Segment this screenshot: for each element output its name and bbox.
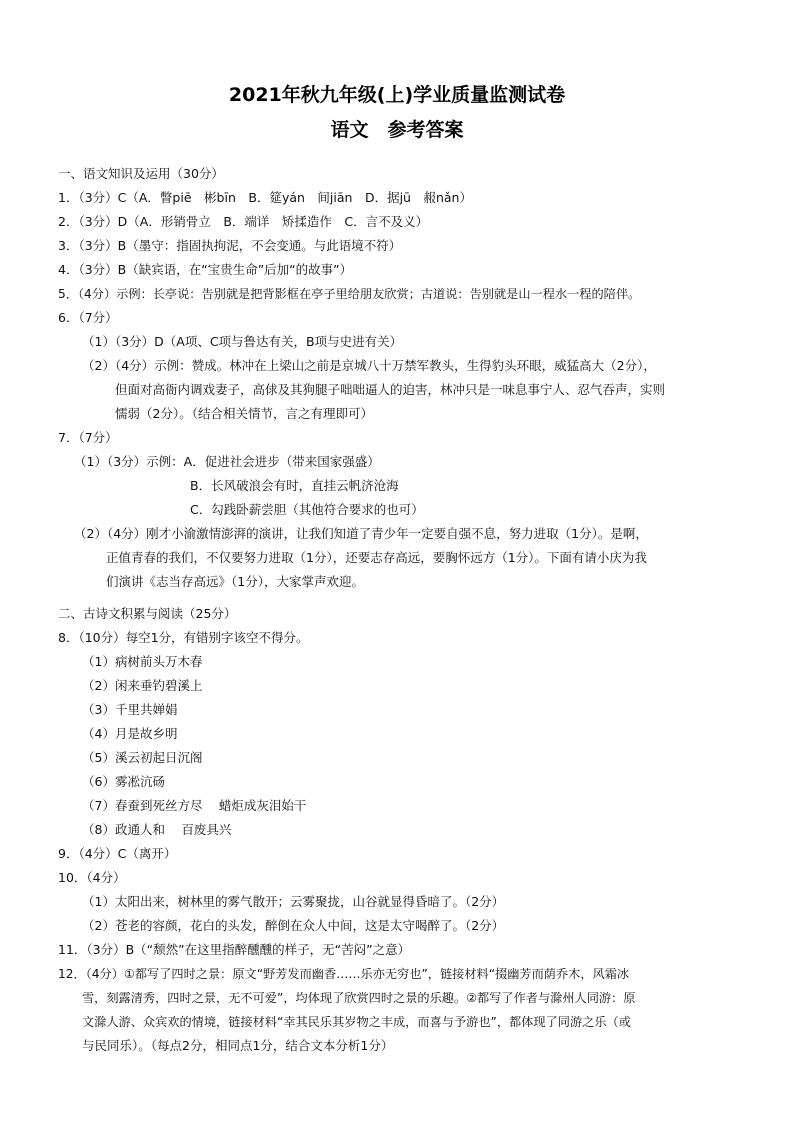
answer-q8-item: （8）政通人和 百废具兴: [82, 822, 232, 837]
answer-q8-item: （5）溪云初起日沉阁: [82, 750, 203, 765]
answer-q12-line2: 雪，刻露清秀，四时之景，无不可爱”，均体现了欣赏四时之景的乐趣。②都写了作者与滁州人同游：原: [82, 991, 636, 1005]
answer-q1: 1．（3分）C（A．瞥piē 彬bīn B．筵yán 间jiān D．据jū 赧nǎn）: [58, 190, 472, 205]
section-heading-2: 二、古诗文积累与阅读（25分）: [58, 606, 237, 621]
answer-q7-1-line2: B．长风破浪会有时，直挂云帆济沧海: [190, 478, 399, 493]
answer-q7-1-line3: C．勾践卧薪尝胆（其他符合要求的也可）: [190, 502, 424, 517]
section-heading-1: 一、语文知识及运用（30分）: [58, 166, 224, 181]
answer-q10: 10．（4分）: [58, 870, 126, 885]
answer-q4: 4．（3分）B（缺宾语，在“宝贵生命”后加“的故事”）: [58, 262, 353, 277]
answer-q10-2: （2）苍老的容颜，花白的头发，醉倒在众人中间，这是太守喝醉了。（2分）: [82, 918, 505, 933]
answer-q12-line3: 文滁人游、众宾欢的情境，链接材料“幸其民乐其岁物之丰成，而喜与予游也”，都体现了同游之乐（或: [82, 1015, 631, 1029]
answer-q7-2-line3: 们演讲《志当存高远》（1分），大家掌声欢迎。: [106, 574, 364, 589]
answer-q8-item: （2）闲来垂钓碧溪上: [82, 678, 203, 693]
answer-q7: 7．（7分）: [58, 430, 118, 445]
answer-q8: 8．（10分）每空1分，有错别字该空不得分。: [58, 630, 309, 645]
answer-q6-2-line3: 懦弱（2分）。（结合相关情节，言之有理即可）: [115, 406, 373, 421]
answer-q2: 2．（3分）D（A．形销骨立 B．端详 矫揉造作 C．言不及义）: [58, 214, 429, 229]
answer-q12-line4: 与民同乐）。（每点2分，相同点1分，结合文本分析1分）: [82, 1038, 394, 1053]
answer-q9: 9．（4分）C（离开）: [58, 846, 177, 861]
answer-q8-item: （6）雾凇沆砀: [82, 774, 165, 789]
answer-q6-2-line2: 但面对高衙内调戏妻子，高俅及其狗腿子咄咄逼人的迫害，林冲只是一味息事宁人、忍气吞声，实则: [115, 382, 666, 397]
answer-q7-2-line2: 正值青春的我们，不仅要努力进取（1分），还要志存高远，要胸怀远方（1分）。下面有请小庆为我: [106, 550, 647, 565]
answer-q12-line1: 12．（4分）①都写了四时之景：原文“野芳发而幽香……乐亦无穷也”，链接材料“掇幽芳而荫乔木，风霜冰: [58, 967, 630, 981]
answer-q8-item: （3）千里共婵娟: [82, 702, 178, 717]
answer-q7-2-line1: （2）（4分）刚才小渝激情澎湃的演讲，让我们知道了青少年一定要自强不息，努力进取（1分）。是啊，: [74, 526, 648, 541]
answer-q10-1: （1）太阳出来，树林里的雾气散开；云雾聚拢，山谷就显得昏暗了。（2分）: [82, 894, 505, 909]
answer-q6: 6．（7分）: [58, 310, 118, 325]
page-subtitle: 语文 参考答案: [330, 119, 464, 141]
answer-q8-item: （1）病树前头万木春: [82, 654, 203, 669]
page-title: 2021年秋九年级(上)学业质量监测试卷: [228, 84, 566, 106]
answer-q3: 3．（3分）B（墨守：指固执拘泥，不会变通。与此语境不符）: [58, 238, 402, 253]
answer-q7-1-line1: （1）（3分）示例：A．促进社会进步（带来国家强盛）: [74, 454, 380, 469]
answer-q11: 11．（3分）B（“颓然”在这里指醉醺醺的样子，无“苦闷”之意）: [58, 942, 411, 957]
answer-q5: 5．（4分）示例：长亭说：告别就是把背影框在亭子里给朋友欣赏；古道说：告别就是山一程水一程的陪伴。: [58, 287, 641, 301]
answer-q6-1: （1）（3分）D（A项、C项与鲁达有关，B项与史进有关）: [82, 334, 403, 349]
answer-q6-2-line1: （2）（4分）示例：赞成。林冲在上梁山之前是京城八十万禁军教头，生得豹头环眼，威猛高大（2分），: [82, 358, 656, 373]
answer-q8-item: （4）月是故乡明: [82, 726, 178, 741]
answer-q8-item: （7）春蚕到死丝方尽 蜡炬成灰泪始干: [82, 798, 307, 813]
